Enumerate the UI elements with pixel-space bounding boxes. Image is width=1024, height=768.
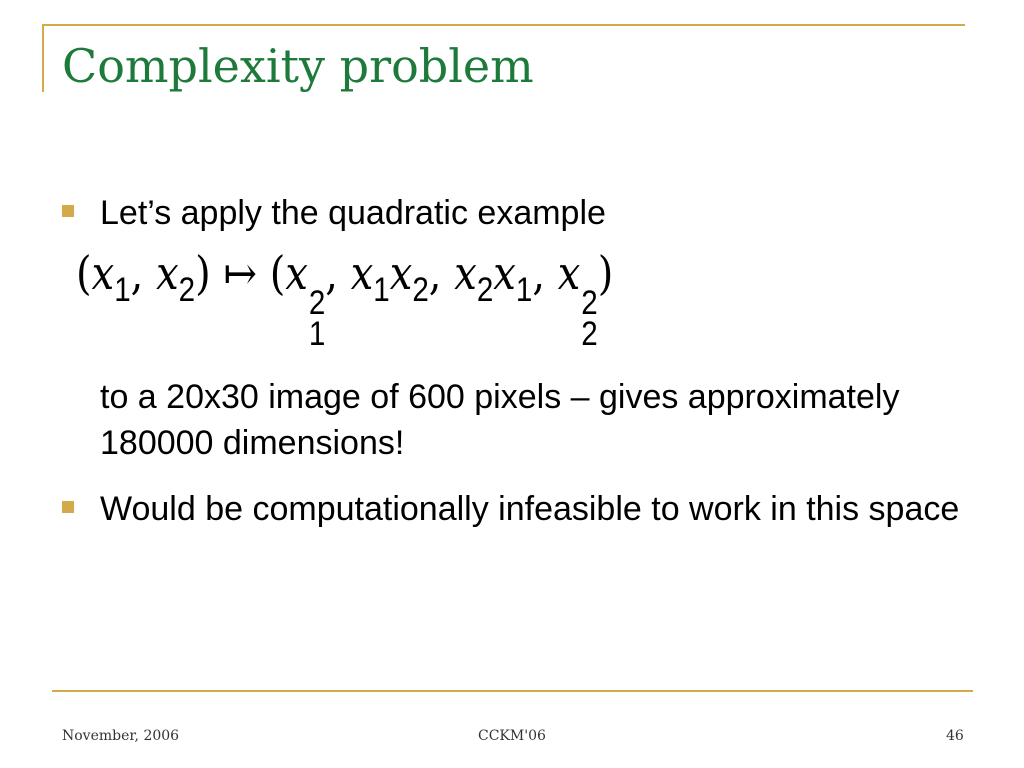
bullet-text-1: Let’s apply the quadratic example [100,194,606,232]
bullet-square-icon [62,205,74,217]
page-number: 46 [946,728,964,744]
frame-top-line [42,24,965,26]
footer-conference: CCKM'06 [478,728,546,744]
maps-to-arrow: ↦ [223,246,258,300]
bullet-text-2: Would be computationally infeasible to work in this space [100,490,960,528]
bullet-item-1 [62,190,606,236]
slide-title: Complexity problem [62,39,534,93]
bullet-1-continuation: to a 20x30 image of 600 pixels – gives approximately 180000 dimensions! [100,378,900,462]
bullet-item-2 [62,486,962,532]
footer-date: November, 2006 [62,728,180,744]
quadratic-formula: ($x_1$, $x_2$) ↦ (x 2 1 , $x_1x_2$, $x_2x_1$, x 2 2 ) [76,246,614,353]
frame-left-line [42,24,44,92]
formula-open-paren: ( [76,246,92,300]
footer-divider [52,690,973,692]
bullet-square-icon [62,501,74,513]
